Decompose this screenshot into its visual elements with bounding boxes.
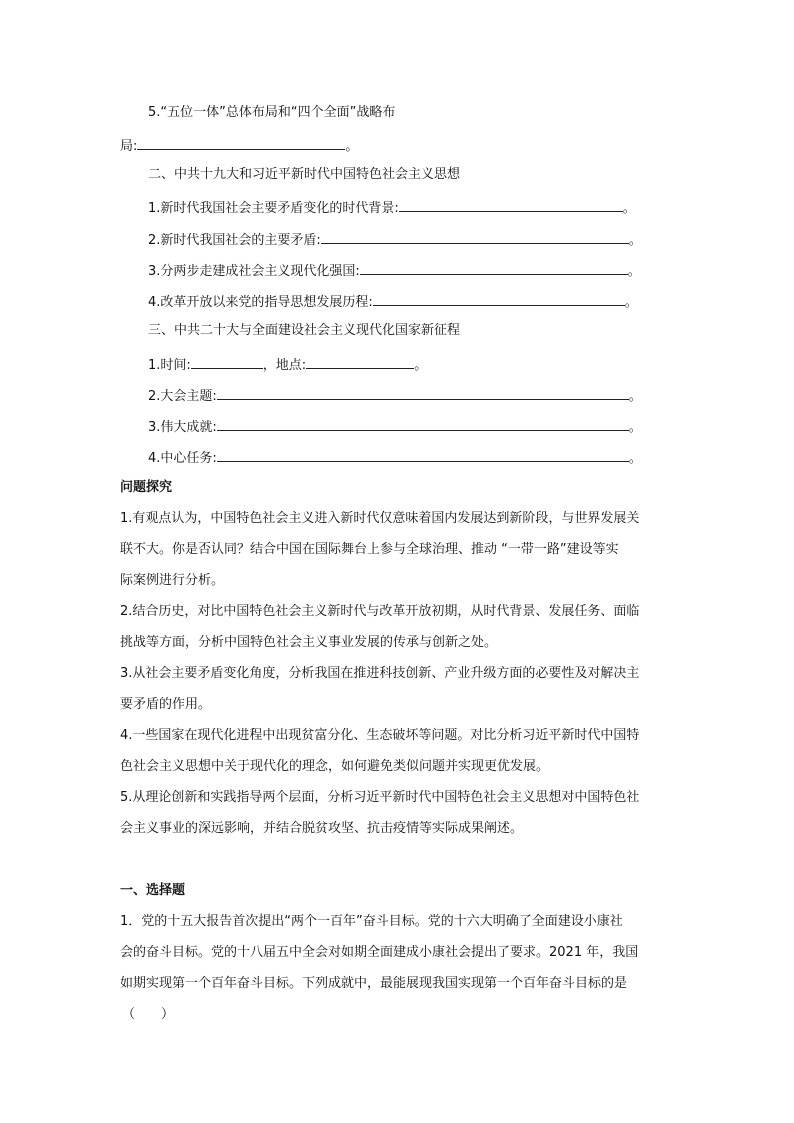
- period: 。: [628, 451, 642, 466]
- inquiry-line: 际案例进行分析。: [120, 573, 225, 588]
- s3-time-place: [148, 355, 427, 374]
- time-label: 1.时间:: [148, 358, 191, 373]
- time-blank[interactable]: [191, 355, 263, 369]
- inquiry-line: 色社会主义思想中关于现代化的理念，如何避免类似问题并实现更优发展。: [120, 759, 550, 774]
- choice-heading: 一、选择题: [120, 883, 186, 898]
- period: 。: [414, 358, 428, 373]
- period: 。: [628, 233, 642, 248]
- s3-item-label: 4.中心任务:: [148, 451, 217, 466]
- s2-item-2-blank[interactable]: [321, 230, 629, 244]
- inquiry-line: 联不大。你是否认同？结合中国在国际舞台上参与全球治理、推动 “一带一路”建设等实: [120, 542, 619, 557]
- question-line: 如期实现第一个百年奋斗目标。下列成就中，最能展现我国实现第一个百年奋斗目标的是: [120, 976, 628, 991]
- period: 。: [345, 139, 359, 154]
- s2-item-4: [148, 292, 638, 311]
- s2-item-4-blank[interactable]: [373, 292, 625, 306]
- s3-item-4: [148, 448, 642, 467]
- item5-answer-blank[interactable]: [137, 136, 345, 150]
- s2-item-label: 4.改革开放以来党的指导思想发展历程:: [148, 295, 373, 310]
- s3-item-3: [148, 417, 642, 436]
- inquiry-line: 3.从社会主要矛盾变化角度，分析我国在推进科技创新、产业升级方面的必要性及对解决主: [120, 666, 640, 681]
- s2-item-1-blank[interactable]: [399, 198, 623, 212]
- inquiry-line: 1.有观点认为，中国特色社会主义进入新时代仅意味着国内发展达到新阶段，与世界发展关: [120, 511, 640, 526]
- period: 。: [622, 201, 636, 216]
- section2-heading: 二、中共十九大和习近平新时代中国特色社会主义思想: [148, 167, 461, 182]
- item5-label: 5.“五位一体”总体布局和“四个全面”战略布: [148, 105, 396, 120]
- s3-item-4-blank[interactable]: [217, 448, 629, 462]
- question-line: 会的奋斗目标。党的十八届五中全会对如期全面建成小康社会提出了要求。2021 年，我国: [120, 945, 639, 960]
- s2-item-2: [148, 230, 642, 249]
- inquiry-line: 会主义事业的深远影响，并结合脱贫攻坚、抗击疫情等实际成果阐述。: [120, 821, 524, 836]
- s3-item-label: 3.伟大成就:: [148, 420, 217, 435]
- period: 。: [624, 295, 638, 310]
- s2-item-label: 3.分两步走建成社会主义现代化强国:: [148, 264, 360, 279]
- section3-heading: 三、中共二十大与全面建设社会主义现代化国家新征程: [148, 323, 461, 338]
- place-blank[interactable]: [306, 355, 414, 369]
- question-line: 1．党的十五大报告首次提出“两个一百年”奋斗目标。党的十六大明确了全面建设小康社: [120, 914, 623, 929]
- item5-cont-label: 局:: [120, 139, 138, 154]
- s3-item-2: [148, 386, 642, 405]
- s3-item-label: 2.大会主题:: [148, 389, 217, 404]
- item5-answer-row: [120, 136, 358, 155]
- s2-item-label: 2.新时代我国社会的主要矛盾:: [148, 233, 321, 248]
- inquiry-line: 5.从理论创新和实践指导两个层面，分析习近平新时代中国特色社会主义思想对中国特色社: [120, 790, 640, 805]
- s3-item-3-blank[interactable]: [217, 417, 629, 431]
- inquiry-line: 2.结合历史，对比中国特色社会主义新时代与改革开放初期，从时代背景、发展任务、面临: [120, 604, 640, 619]
- s2-item-3: [148, 261, 641, 280]
- place-label: ，地点:: [262, 358, 307, 373]
- period: 。: [628, 420, 642, 435]
- inquiry-line: 挑战等方面，分析中国特色社会主义事业发展的传承与创新之处。: [120, 635, 498, 650]
- inquiry-line: 要矛盾的作用。: [120, 697, 212, 712]
- s2-item-3-blank[interactable]: [360, 261, 628, 275]
- s3-item-2-blank[interactable]: [217, 386, 629, 400]
- inquiry-heading: 问题探究: [120, 480, 173, 495]
- period: 。: [627, 264, 641, 279]
- inquiry-line: 4.一些国家在现代化进程中出现贫富分化、生态破坏等问题。对比分析习近平新时代中国特: [120, 728, 640, 743]
- period: 。: [628, 389, 642, 404]
- s2-item-1: [148, 198, 636, 217]
- answer-bracket[interactable]: （ ）: [122, 1007, 175, 1022]
- s2-item-label: 1.新时代我国社会主要矛盾变化的时代背景:: [148, 201, 399, 216]
